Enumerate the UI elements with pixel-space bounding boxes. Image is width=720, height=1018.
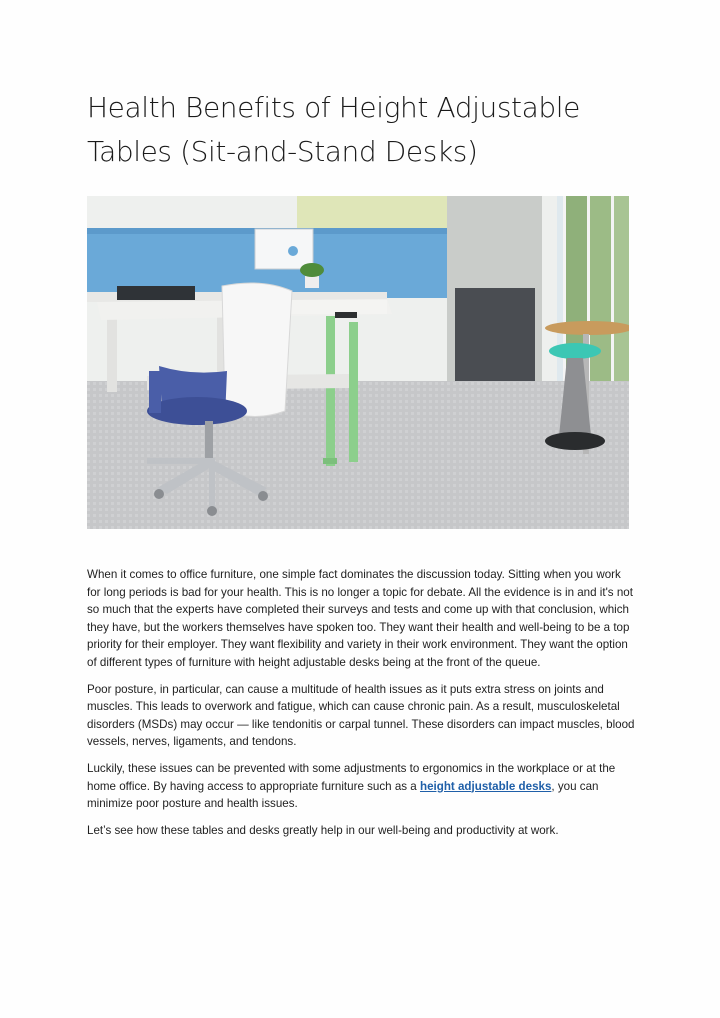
page-title: Health Benefits of Height Adjustable Tables (Sit-and-Stand Desks) [87, 91, 580, 168]
paragraph-1: When it comes to office furniture, one simple fact dominates the discussion today. Sitting when you work for long periods is bad for your health. This is no longer a topic for debate. All the evidence is in and it's not so much that the experts have completed their surveys and tests and come up with that conclusion, which they have, but the workers themselves have spoken too. They want their health and well-being to be a top priority for their employer. They want flexibility and variety in their work environment. They want the option of different types of furniture with height adjustable desks being at the front of the queue. [87, 568, 633, 669]
height-adjustable-desks-link[interactable]: height adjustable desks [419, 779, 552, 793]
article-body [87, 566, 635, 848]
paragraph-3 [87, 760, 635, 813]
office-desk-photo [87, 196, 629, 529]
paragraph-4: Let’s see how these tables and desks greatly help in our well-being and productivity at work. [87, 823, 559, 837]
office-scene-illustration [87, 196, 629, 529]
paragraph-3-after: , you can minimize poor posture and health issues. [87, 779, 599, 811]
paragraph-3-before: Luckily, these issues can be prevented with some adjustments to ergonomics in the workplace or at the home office. By having access to appropriate furniture such as a [87, 761, 616, 793]
paragraph-2: Poor posture, in particular, can cause a multitude of health issues as it puts extra stress on joints and muscles. This leads to overwork and fatigue, which can cause chronic pain. As a result, musculoskeletal disorders (MSDs) may occur — like tendonitis or carpal tunnel. These disorders can impact muscles, blood vessels, nerves, ligaments, and tendons. [87, 682, 635, 749]
